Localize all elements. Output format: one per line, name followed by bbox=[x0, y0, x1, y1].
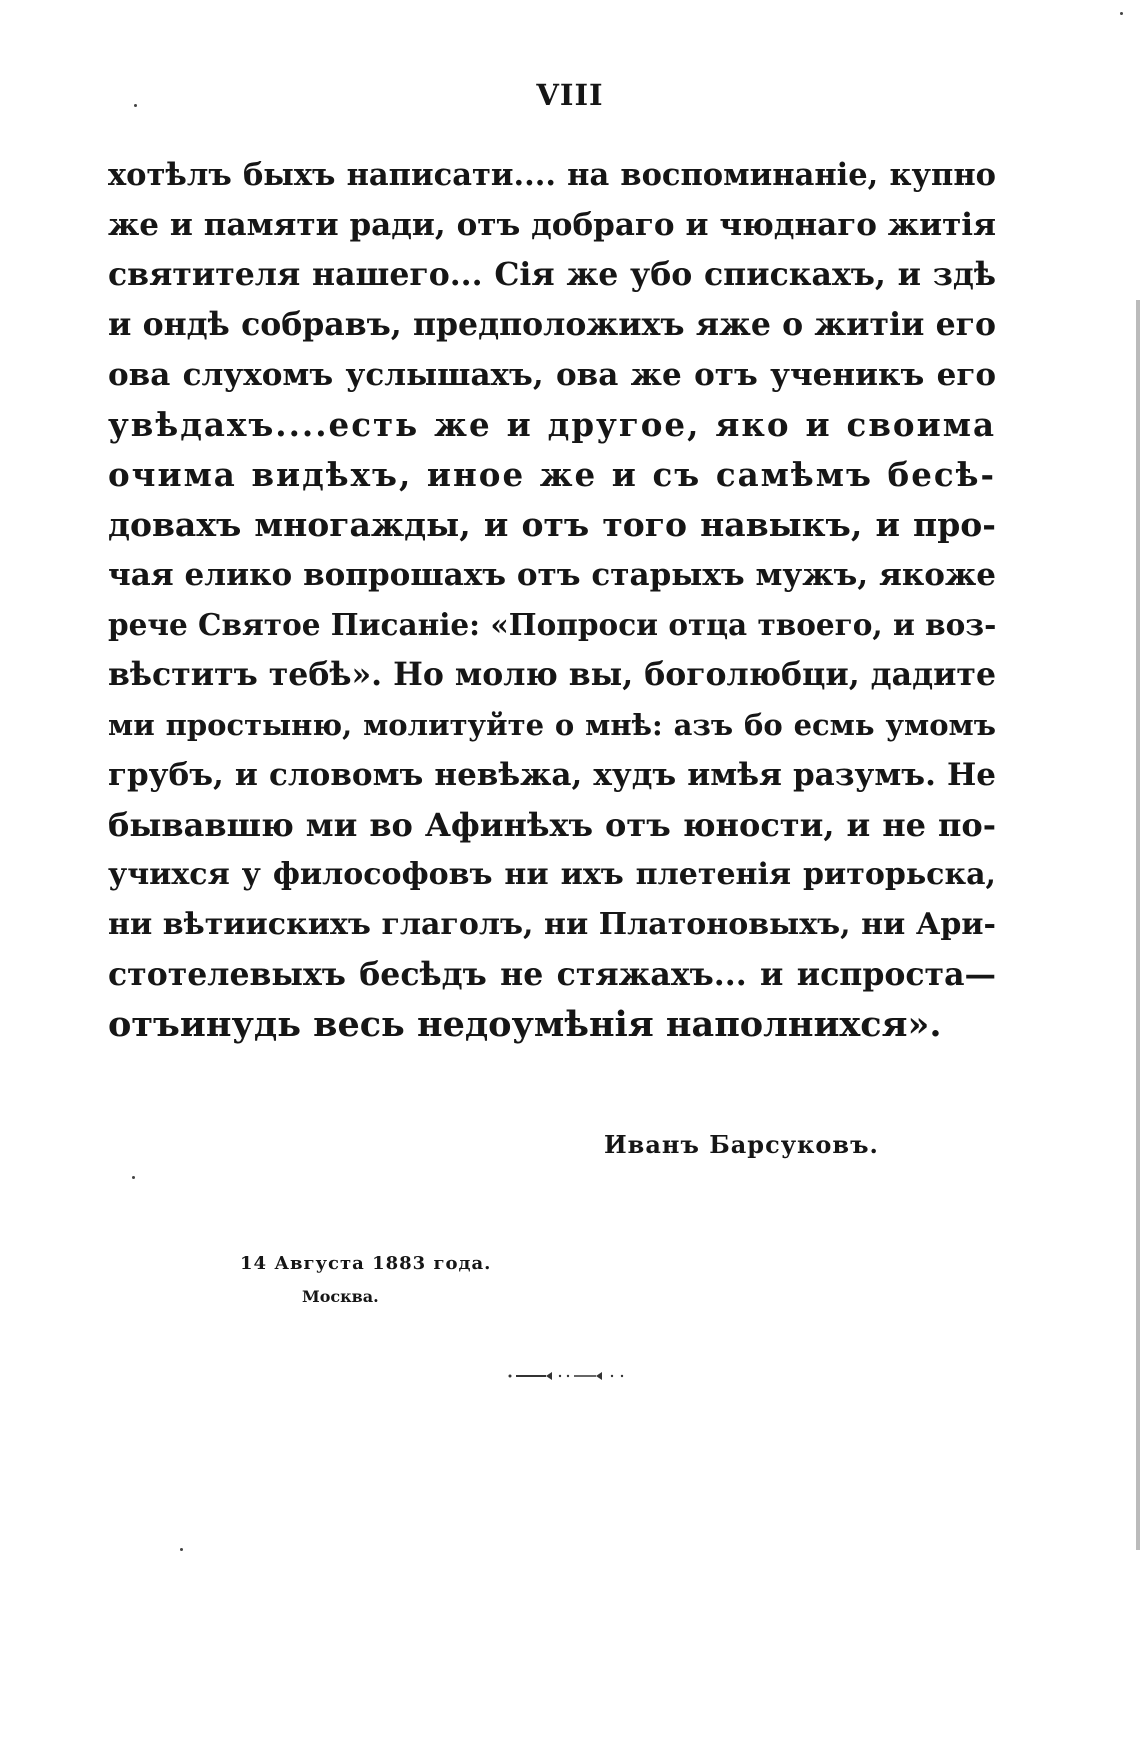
text-line: ми простыню, молитуйте о мнѣ: азъ бо есмь умомъ bbox=[108, 708, 996, 742]
text-line: учихся у философовъ ни ихъ плетенія риторьска, bbox=[108, 857, 996, 892]
text-line: хотѣлъ быхъ написати.... на воспоминаніе, купно bbox=[108, 157, 996, 193]
date-line: 14 Августа 1883 года. bbox=[240, 1253, 492, 1274]
text-line: вѣститъ тебѣ». Но молю вы, боголюбци, дадите bbox=[108, 656, 996, 693]
text-line: увѣдахъ....есть же и другое, яко и своима bbox=[108, 405, 996, 444]
text-line: довахъ многажды, и отъ того навыкъ, и про- bbox=[108, 505, 996, 544]
text-line: ни вѣтиискихъ глаголъ, ни Платоновыхъ, ни Ари- bbox=[108, 907, 996, 942]
page-number: VIII bbox=[536, 78, 604, 112]
text-line: стотелевыхъ бесѣдъ не стяжахъ... и испроста— bbox=[108, 956, 996, 993]
print-speck bbox=[132, 1176, 135, 1179]
page-edge-shadow bbox=[1136, 300, 1140, 1550]
decorative-ornament-icon bbox=[506, 1368, 626, 1384]
print-speck bbox=[180, 1548, 183, 1551]
text-line: очима видѣхъ, иное же и съ самѣмъ бесѣ- bbox=[108, 455, 996, 494]
text-line: святителя нашего... Сія же убо спискахъ, и здѣ bbox=[108, 256, 996, 293]
print-speck bbox=[1120, 12, 1123, 15]
text-line: отъинудь весь недоумѣнія наполнихся». bbox=[108, 1004, 942, 1045]
author-signature: Иванъ Барсуковъ. bbox=[604, 1130, 879, 1159]
text-line: бывавшю ми во Афинѣхъ отъ юности, и не по- bbox=[108, 806, 996, 844]
print-speck bbox=[134, 104, 137, 107]
text-line: и ондѣ собравъ, предположихъ яже о житіи его bbox=[108, 306, 996, 343]
text-line: чая елико вопрошахъ отъ старыхъ мужъ, якоже bbox=[108, 557, 996, 593]
text-line: же и памяти ради, отъ добраго и чюднаго житія bbox=[108, 207, 996, 243]
text-line: грубъ, и словомъ невѣжа, худъ имѣя разумъ. Не bbox=[108, 757, 996, 793]
body-text bbox=[108, 150, 996, 1050]
text-line: ова слухомъ услышахъ, ова же отъ ученикъ его bbox=[108, 357, 996, 393]
place-line: Москва. bbox=[302, 1287, 379, 1306]
text-line: рече Святое Писаніе: «Попроси отца твоего, и воз- bbox=[108, 607, 997, 642]
